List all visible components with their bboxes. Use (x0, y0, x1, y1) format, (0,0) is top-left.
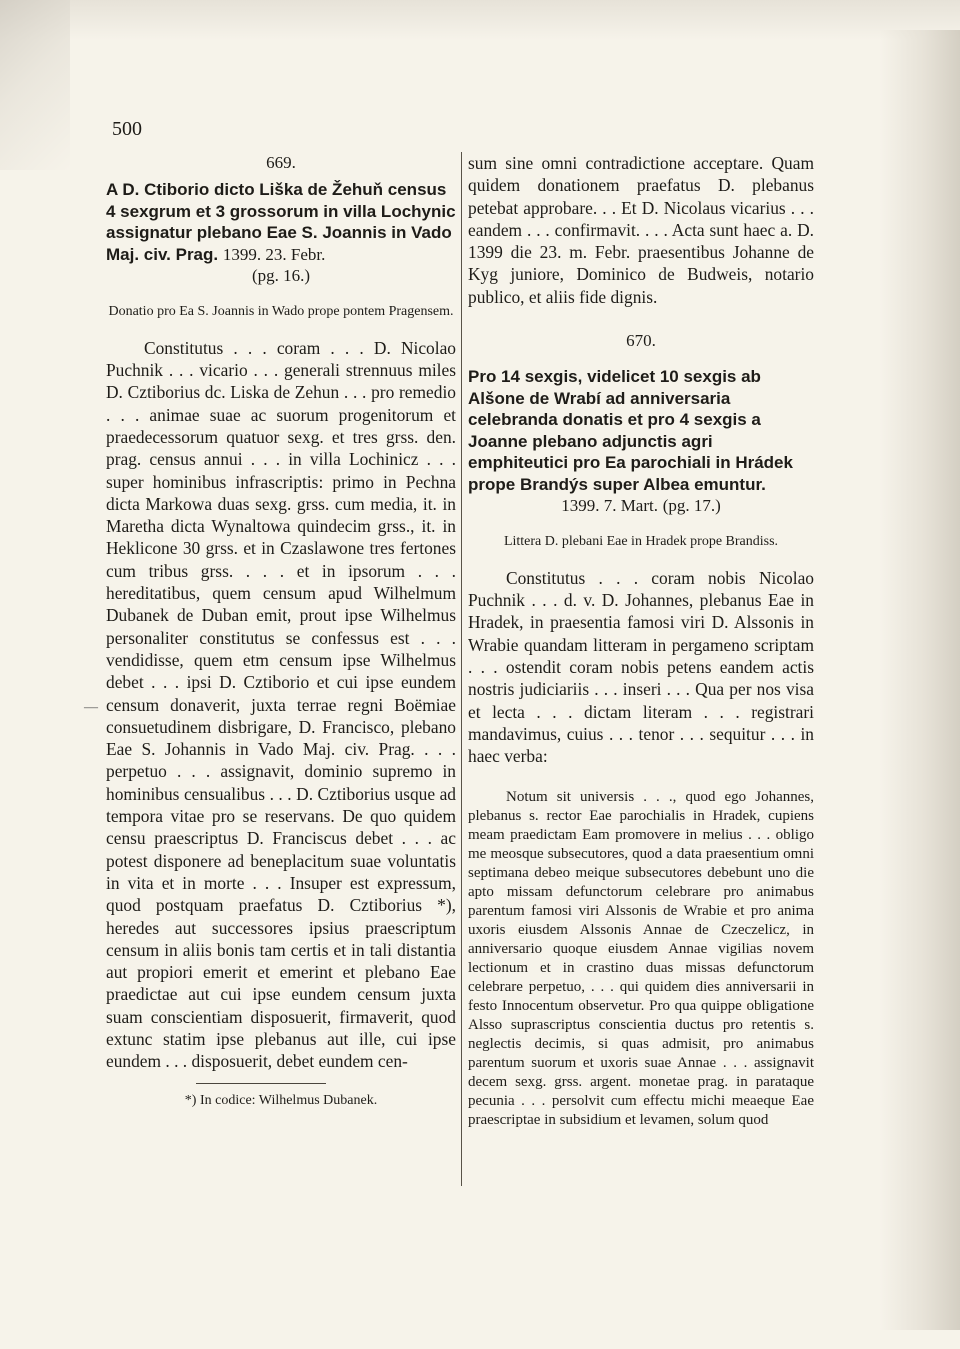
right-column (468, 152, 814, 1130)
footnote: *) In codice: Wilhelmus Dubanek. (184, 1092, 378, 1108)
document-title-page-ref: (pg. 17.) (662, 496, 721, 516)
column-divider (461, 152, 462, 1186)
document-body-669: Constitutus . . . coram . . . D. Nicolao Puchnik . . . vicario . . . generali strennuus miles D. Cztiborius dc. Liska de Zehun . . . pro remedio . . . animae suae ac suorum progenitorum et praedecessorum quatuor sexg. et tres grss. den. prag. census annui . . . in villa Lochinicz . . . super hominibus infrascriptis: primo in Pechna dicta Markowa duas sexg. grss. cum media, it. in Maretha dicta Wynaltowa quindecim grss., it. in Heklicone 30 grss. et in Czaslawone tres fertones cum tribus grss. . . . et in ipsorum . . . hereditatibus, quem censum apud Wilhelmum Dubanek de Duban emit, prout ipse Wilhelmus personaliter constitutus se confessus est . . . vendidisse, quem etm censum ipse Wilhelmus debet . . . ipsi D. Cztiborio et cui ipse eundem censum donaverit, juxta terrae regni Boëmiae consuetudinem disbrigare, D. Francisco, plebano Eae S. Johannis in Vado Maj. civ. Prag. . . . perpetuo . . . assignavit, dominio supremo in hominibus censualibus . . . D. Cztiborius usque ad tempora vitae pro se reservans. De quo quidem censu praescriptus D. Franciscus debet . . . ac potest disponere ad beneplacitum suae voluntatis in vita et in morte . . . Insuper est expressum, quod postquam praefatus D. Cztiborius *), heredes aut successores ipsius praescriptum censum in aliis bonis tam certis et in tali distantia aut propiori emerit et emerint et plebano Eae praedictae aut cui ipse eundem censum juxta suam conscientiam disposuerit, firmaverit, quod extunc statim ipse plebanus aut ille, cui ipse eundem . . . disposuerit, debet eundem cen- (106, 337, 456, 1072)
page-number: 500 (112, 118, 142, 140)
document-body-669-continuation: sum sine omni contradictione acceptare. Quam quidem donationem praefatus D. plebanus petebat approbare. . . Et D. Nicolaus vicarius . . . eandem . . . confirmavit. . . . Acta sunt haec a. D. 1399 die 23. m. Febr. praesentibus Johanne de Kyg juniore, Dominico de Budweis, notario publico, et aliis fide dignis. (468, 153, 814, 307)
document-title-tail (468, 495, 814, 517)
document-title-669 (106, 179, 456, 287)
document-body-670: Constitutus . . . coram nobis Nicolao Puchnik . . . d. v. D. Johannes, plebanus Eae in Hradek, in praesentia famosi viri D. Alssonis in Wrabie quandam litteram in pergameno scriptam . . . ostendit coram nobis petens eandem actis nostris judiciariis . . . inseri . . . Qua per nos visa et lecta . . . dictam literam . . . registrari mandavimus, cuius . . . tenor . . . sequitur . . . in haec verba: (468, 567, 814, 767)
footnote-divider (196, 1083, 326, 1084)
document-number-669: 669. (266, 153, 296, 172)
inserted-charter-text: Notum sit universis . . ., quod ego Johannes, plebanus s. rector Eae parochialis in Hradek, cupiens meam praedictam Eam promovere in melius . . . obligo me meosque subsecutores, quod a data praesentium omni septimana debeo meique subsecutores debebunt uno die apto missam defunctorum celebrare pro animabus parentum famosi viri Alssonis de Wrabie et pro anima uxoris eiusdem Alssonis Annae de Czeczelicz, in anniversario quoque eiusdem Annae vigilias novem lectionum et in crastino duas missas defunctorum celebrare perpetuo, . . . qui quidem dies anniversarii in festo Innocentum observetur. Pro qua quippe obligatione Alsso suprascriptus conscientia ductus pro retentis s. neglectis decimis, si quas admisit, pro animabus parentum suorum et uxoris suae Annae . . . assignavit decem sexg. grss. argent. monetae prag. in parataque pecunia . . . persolvit cum effectu michi meaeque Eae praescriptae in subsidium et levamen, solum quod (468, 788, 814, 1128)
document-title-text: Pro 14 sexgis, videlicet 10 sexgis ab Alšone de Wrabí ad anniversaria celebranda donatis et pro 4 sexgis a Joanne plebano adjunctis agri emphiteutici pro Ea parochiali in Hrádek prope Brandýs super Albea emuntur. (468, 367, 793, 494)
scan-shadow-right (880, 30, 960, 1330)
margin-dash-mark: — (84, 700, 98, 715)
document-number-670: 670. (626, 331, 656, 351)
document-title-670 (468, 366, 814, 517)
document-title-text: A D. Ctiborio dicto Liška de Žehuň census 4 sexgrum et 3 grossorum in villa Lochynic assignatur plebano Eae S. Joannis in Vado Maj. civ. Prag. (106, 180, 456, 264)
document-title-date: 1399. 23. Febr. (222, 244, 326, 264)
left-column (106, 152, 456, 1110)
document-summary-669: Donatio pro Ea S. Joannis in Wado prope pontem Pragensem. (108, 303, 454, 319)
document-title-date: 1399. 7. Mart. (561, 496, 658, 516)
document-summary-670: Littera D. plebani Eae in Hradek prope Brandiss. (503, 533, 779, 549)
scan-shadow-left (0, 0, 70, 170)
document-title-page-ref: (pg. 16.) (251, 266, 311, 286)
scan-shadow-top (0, 0, 960, 40)
